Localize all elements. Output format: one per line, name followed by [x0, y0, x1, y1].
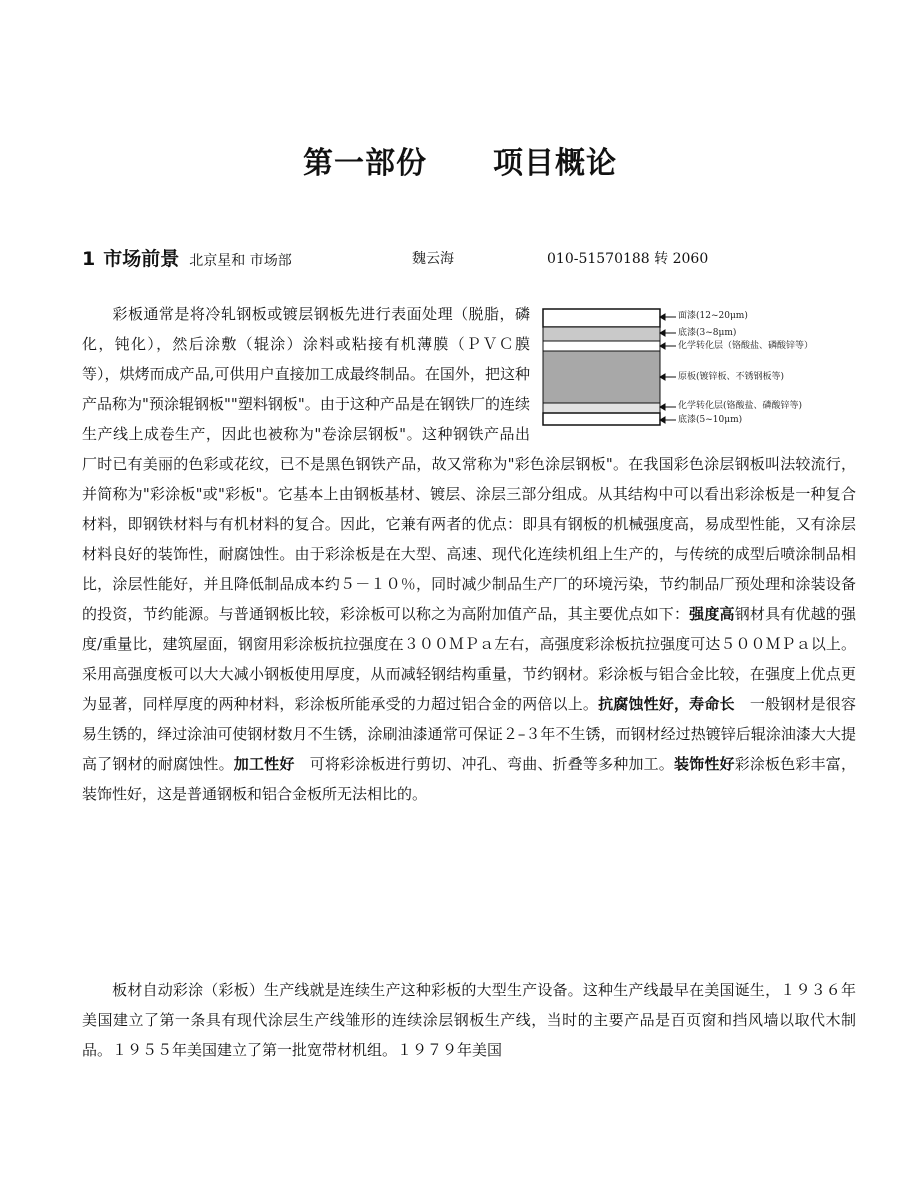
para1-text-2: 钢材具有优越的强度/重量比，建筑屋面，钢窗用彩涂板抗拉强度在３００ＭＰａ左右，高强度彩涂板抗拉强度可达５００ＭＰａ以上。采用高强度板可以大大减小钢板使用厚度，从而减轻钢结构重量，节约钢材。彩涂板与铝合金比较，在强度上优点更为显著，同样厚度的两种材料，彩涂板所能承受的力超过铝合金的两倍以上。 — [82, 605, 856, 713]
keyword-strength: 强度高 — [689, 605, 735, 623]
layer-substrate — [543, 351, 660, 403]
label-conversion-bottom: 化学转化层(铬酸盐、磷酸锌等) — [678, 401, 803, 411]
label-conversion-top: 化学转化层（铬酸盐、磷酸锌等） — [678, 341, 814, 351]
label-primer: 底漆(3~8μm) — [678, 328, 737, 338]
section-phone: 010-51570188 转 2060 — [547, 251, 709, 267]
paragraph-2 — [82, 975, 856, 1065]
keyword-corrosion: 抗腐蚀性好，寿命长 — [598, 695, 735, 713]
section-author: 魏云海 — [412, 251, 454, 267]
title-name: 项目概论 — [493, 146, 617, 181]
section-heading — [82, 244, 709, 271]
para2-text: 板材自动彩涂（彩板）生产线就是连续生产这种彩板的大型生产设备。这种生产线最早在美国诞生，１９３６年美国建立了第一条具有现代涂层生产线雏形的连续涂层钢板生产线，当时的主要产品是百页窗和挡风墙以取代木制品。１９５５年美国建立了第一批宽带材机组。１９７９年美国 — [82, 981, 856, 1059]
paragraph-1 — [82, 299, 856, 809]
keyword-workability: 加工性好 — [233, 755, 295, 773]
label-backcoat: 底漆(5~10μm) — [678, 415, 743, 425]
para1-text-5: 彩涂板色彩丰富，装饰性好，这是普通钢板和铝合金板所无法相比的。 — [82, 755, 856, 803]
section-name: 市场前景 — [103, 248, 180, 270]
coating-structure-figure — [542, 307, 856, 427]
label-topcoat: 面漆(12~20μm) — [678, 311, 748, 321]
section-number: 1 — [82, 248, 96, 270]
layer-primer — [543, 327, 660, 341]
para1-text-1: 彩板通常是将冷轧钢板或镀层钢板先进行表面处理（脱脂，磷化，钝化），然后涂敷（辊涂）涂料或粘接有机薄膜（ＰＶＣ膜等），烘烤而成产品,可供用户直接加工成最终制品。在国外，把这种产品称为"预涂辊钢板""塑料钢板"。由于这种产品是在钢铁厂的连续生产线上成卷生产，因此也被称为"卷涂层钢板"。这种钢铁产品出厂时已有美丽的色彩或花纹，已不是黑色钢铁产品，故又常称为"彩色涂层钢板"。在我国彩色涂层钢板叫法较流行，并简称为"彩涂板"或"彩板"。它基本上由钢板基材、镀层、涂层三部分组成。从其结构中可以看出彩涂板是一种复合材料，即钢铁材料与有机材料的复合。因此，它兼有两者的优点：即具有钢板的机械强度高，易成型性能，又有涂层材料良好的装饰性，耐腐蚀性。由于彩涂板是在大型、高速、现代化连续机组上生产的，与传统的成型后喷涂制品相比，涂层性能好，并且降低制品成本约５－１０％，同时减少制品生产厂的环境污染，节约制品厂预处理和涂装设备的投资，节约能源。与普通钢板比较，彩涂板可以称之为高附加值产品，其主要优点如下： — [82, 305, 856, 623]
para1-text-4: 可将彩涂板进行剪切、冲孔、弯曲、折叠等多种加工。 — [294, 755, 674, 773]
layer-backcoat — [543, 413, 660, 425]
para1-text-3: 一般钢材是很容易生锈的，绎过涂油可使钢材数月不生锈，涂刷油漆通常可保证２–３年不生锈，而钢材经过热镀锌后辊涂油漆大大提高了钢材的耐腐蚀性。 — [82, 695, 856, 773]
section-org: 北京星和 市场部 — [189, 253, 292, 269]
title-part: 第一部份 — [303, 146, 427, 181]
keyword-decorative: 装饰性好 — [673, 755, 735, 773]
layer-topcoat — [543, 309, 660, 327]
layer-conversion-top — [543, 341, 660, 351]
label-substrate: 原板(镀锌板、不锈钢板等) — [678, 372, 785, 382]
layer-conversion-bottom — [543, 403, 660, 413]
page-title — [0, 138, 920, 182]
